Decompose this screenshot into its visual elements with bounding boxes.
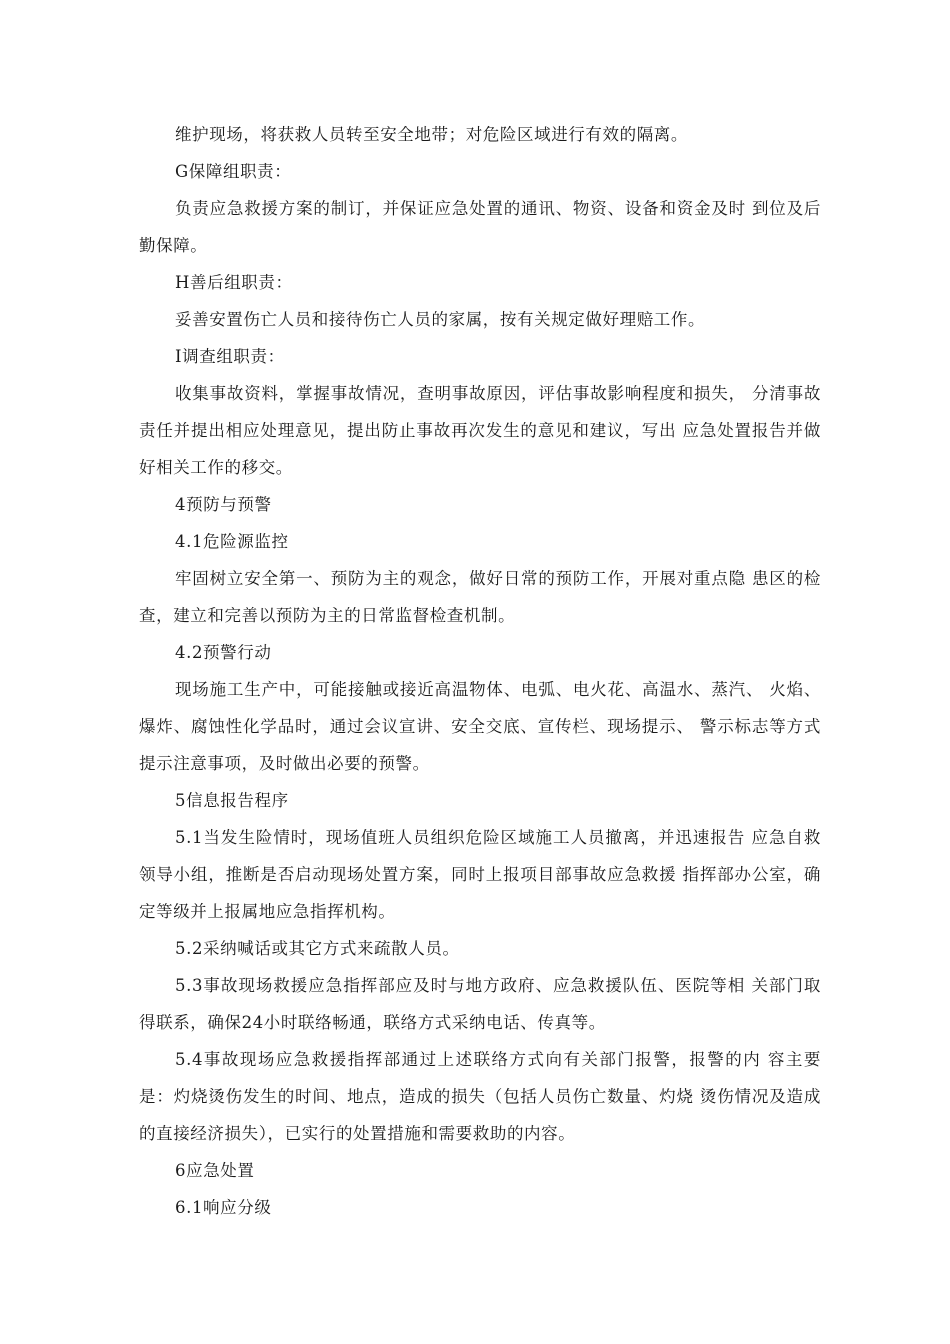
paragraph-aftermath-group-duties: 妥善安置伤亡人员和接待伤亡人员的家属，按有关规定做好理赔工作。 bbox=[175, 310, 706, 329]
paragraph-support-group-duties: 负责应急救援方案的制订，并保证应急处置的通讯、物资、设备和资金及时 到位及后勤保障。 bbox=[139, 199, 821, 255]
document-body bbox=[139, 116, 821, 1226]
paragraph-section-5-1: 5.1当发生险情时，现场值班人员组织危险区域施工人员撤离，并迅速报告 应急自救领导小组，推断是否启动现场处置方案，同时上报项目部事故应急救援 指挥部办公室，确定等级并上报属地应急指挥机构。 bbox=[139, 828, 821, 921]
paragraph-site-protection: 维护现场，将获救人员转至安全地带；对危险区域进行有效的隔离。 bbox=[175, 125, 688, 144]
heading-section-6: 6应急处置 bbox=[175, 1161, 255, 1180]
heading-support-group: G保障组职责： bbox=[175, 162, 292, 181]
heading-section-6-1: 6.1响应分级 bbox=[175, 1198, 272, 1217]
paragraph-warning-actions: 现场施工生产中，可能接触或接近高温物体、电弧、电火花、高温水、蒸汽、 火焰、爆炸、腐蚀性化学品时，通过会议宣讲、安全交底、宣传栏、现场提示、 警示标志等方式提示注意事项，及时做出必要的预警。 bbox=[139, 680, 821, 773]
heading-section-5: 5信息报告程序 bbox=[175, 791, 289, 810]
heading-investigation-group: I调查组职责： bbox=[175, 347, 285, 366]
paragraph-section-5-4: 5.4事故现场应急救援指挥部通过上述联络方式向有关部门报警，报警的内 容主要是：灼烧烫伤发生的时间、地点，造成的损失（包括人员伤亡数量、灼烧 烫伤情况及造成的直接经济损失），已实行的处置措施和需要救助的内容。 bbox=[139, 1050, 821, 1143]
heading-aftermath-group: H善后组职责： bbox=[175, 273, 293, 292]
paragraph-section-5-2: 5.2采纳喊话或其它方式来疏散人员。 bbox=[175, 939, 460, 958]
heading-section-4-1: 4.1危险源监控 bbox=[175, 532, 289, 551]
paragraph-investigation-group-duties: 收集事故资料，掌握事故情况，查明事故原因，评估事故影响程度和损失， 分清事故责任并提出相应处理意见，提出防止事故再次发生的意见和建议，写出 应急处置报告并做好相关工作的移交。 bbox=[139, 384, 821, 477]
heading-section-4-2: 4.2预警行动 bbox=[175, 643, 272, 662]
paragraph-hazard-monitoring: 牢固树立安全第一、预防为主的观念，做好日常的预防工作，开展对重点隐 患区的检查，建立和完善以预防为主的日常监督检查机制。 bbox=[139, 569, 821, 625]
paragraph-section-5-3: 5.3事故现场救援应急指挥部应及时与地方政府、应急救援队伍、医院等相 关部门取得联系，确保24小时联络畅通，联络方式采纳电话、传真等。 bbox=[139, 976, 821, 1032]
heading-section-4: 4预防与预警 bbox=[175, 495, 272, 514]
